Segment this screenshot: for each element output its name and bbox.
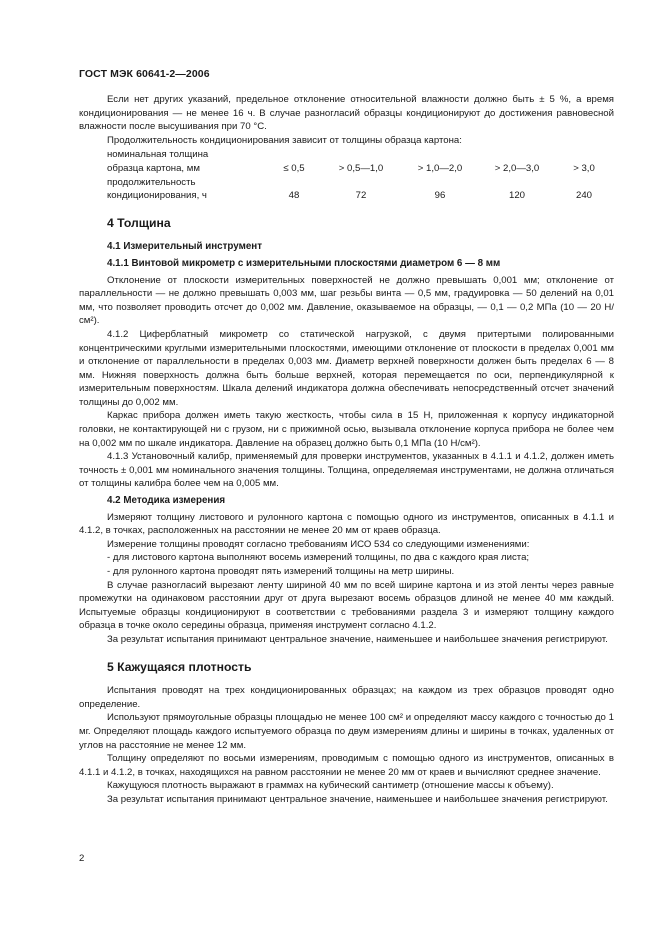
paragraph: Измеряют толщину листового и рулонного картона с помощью одного из инструментов, описанных в 4.1.1 и 4.1.2, в точках, расположенных на расстоянии не менее 20 мм от краев образца. — [79, 511, 614, 537]
paragraph: Измерение толщины проводят согласно требованиям ИСО 534 со следующими изменениями: — [107, 538, 530, 550]
table-cell: 96 — [434, 190, 446, 202]
table-cell: > 3,0 — [573, 162, 595, 174]
paragraph: Если нет других указаний, предельное отклонение относительной влажности должно быть ± 5 %, а время кондиционирования — не менее 16 ч. В случае разногласий образцы кондиционируют до достижения равновесной влажности после высушивания при 70 °С. — [79, 94, 614, 133]
table-cell: 120 — [508, 190, 525, 202]
paragraph: 4.1.2 Циферблатный микрометр со статической нагрузкой, с двумя притертыми полированными концентрическими круглыми измерительными плоскостями, имеющими отклонение от плоскости в пределах 0,001 мм и отклонение от параллельности в пределах 0,003 мм. Диаметр верхней поверхности должен быть пределах 6 — 8 мм. Нижняя поверхность должна быть больше верхней, которая перемещается по оси, перпендикулярной к измерительным поверхностям. Шкала делений индикатора должна обеспечивать непосредственный отсчет значений толщины до 0,002 мм. — [79, 328, 614, 408]
table-cell: > 2,0—3,0 — [494, 162, 540, 174]
table-cell: кондиционирования, ч — [107, 190, 207, 202]
table-cell: номинальная толщина — [107, 149, 209, 161]
subsection-heading: 4.1 Измерительный инструмент — [107, 241, 263, 253]
table-cell: продолжительность — [107, 176, 196, 188]
paragraph: Испытания проводят на трех кондиционированных образцах; на каждом из трех образцов проводят одно определение. — [79, 685, 614, 710]
paragraph: Кажущуюся плотность выражают в граммах на кубический сантиметр (отношение массы к объему). — [107, 780, 554, 792]
table-cell: ≤ 0,5 — [283, 162, 305, 174]
table-cell: 48 — [288, 190, 300, 202]
conditioning-table — [107, 148, 608, 202]
paragraph: За результат испытания принимают центральное значение, наименьшее и наибольшее значения регистрируют. — [107, 633, 608, 645]
page-number: 2 — [79, 853, 85, 864]
table-cell: > 1,0—2,0 — [417, 162, 463, 174]
list-item: - для листового картона выполняют восемь измерений толщины, по два с каждого края листа; — [107, 552, 530, 564]
paragraph: Каркас прибора должен иметь такую жесткость, чтобы сила в 15 Н, приложенная к корпусу индикаторной головки, не контактирующей ни с грузом, ни с прижимной осью, вызывала отклонение корпуса прибора не более чем на 0,002 мм по шкале индикатора. Давление на образец должно быть 0,1 МПа (10 Н/см²). — [79, 410, 614, 449]
document-body — [79, 93, 614, 807]
table-cell: 72 — [355, 190, 367, 202]
section-heading: 5 Кажущаяся плотность — [107, 659, 252, 674]
paragraph: Отклонение от плоскости измерительных поверхностей не должно превышать 0,001 мм; отклонение от параллельности — не должно превышать 0,003 мм, шаг резьбы винта — 0,5 мм, градуировка — 50 делений на 0,01 мм, что позволяет проводить отсчет до 0,002 мм. Давление, оказываемое на образцы, — 0,1 — 0,2 МПа (10 — 20 Н/см²). — [79, 274, 614, 327]
section-heading: 4 Толщина — [107, 215, 171, 230]
subsection-heading: 4.2 Методика измерения — [107, 495, 226, 507]
paragraph: Толщину определяют по восьми измерениям, проводимым с помощью одного из инструментов, описанных в 4.1.1 и 4.1.2, в точках, находящихся на равном расстоянии не менее 20 мм от краев и вычисляют среднее значение. — [79, 753, 614, 778]
paragraph: 4.1.3 Установочный калибр, применяемый для проверки инструментов, указанных в 4.1.1 и 4.1.2, должен иметь точность ± 0,001 мм номинального значения толщины. Толщина, определяемая инструментами, не должна отличаться от толщины калибра более чем на 0,005 мм. — [79, 451, 614, 490]
paragraph: Продолжительность кондиционирования зависит от толщины образца картона: — [107, 134, 462, 146]
paragraph: В случае разногласий вырезают ленту шириной 40 мм по всей ширине картона и из этой ленты через равные промежутки на одинаковом расстоянии друг от друга вырезают восемь образцов длиной не менее 40 мм каждый. Испытуемые образцы кондиционируют в соответствии с требованиями раздела 3 и измеряют толщину каждого образца в точке около середины образца, применяя инструмент согласно 4.1.2. — [79, 579, 614, 632]
subsection-heading: 4.1.1 Винтовой микрометр с измерительными плоскостями диаметром 6 — 8 мм — [107, 257, 501, 269]
table-cell: > 0,5—1,0 — [338, 162, 384, 174]
list-item: - для рулонного картона проводят пять измерений толщины на метр ширины. — [107, 566, 455, 577]
table-cell: 240 — [575, 190, 592, 202]
table-cell: образца картона, мм — [107, 162, 200, 174]
document-header: ГОСТ МЭК 60641-2—2006 — [79, 68, 210, 80]
paragraph: Используют прямоугольные образцы площадью не менее 100 см² и определяют массу каждого с точностью до 1 мг. Определяют площадь каждого испытуемого образца по двум измерениям длины и ширины в точках, удаленных от углов на расстояние не менее 12 мм. — [79, 712, 614, 751]
paragraph: За результат испытания принимают центральное значение, наименьшее и наибольшее значения регистрируют. — [107, 793, 608, 805]
